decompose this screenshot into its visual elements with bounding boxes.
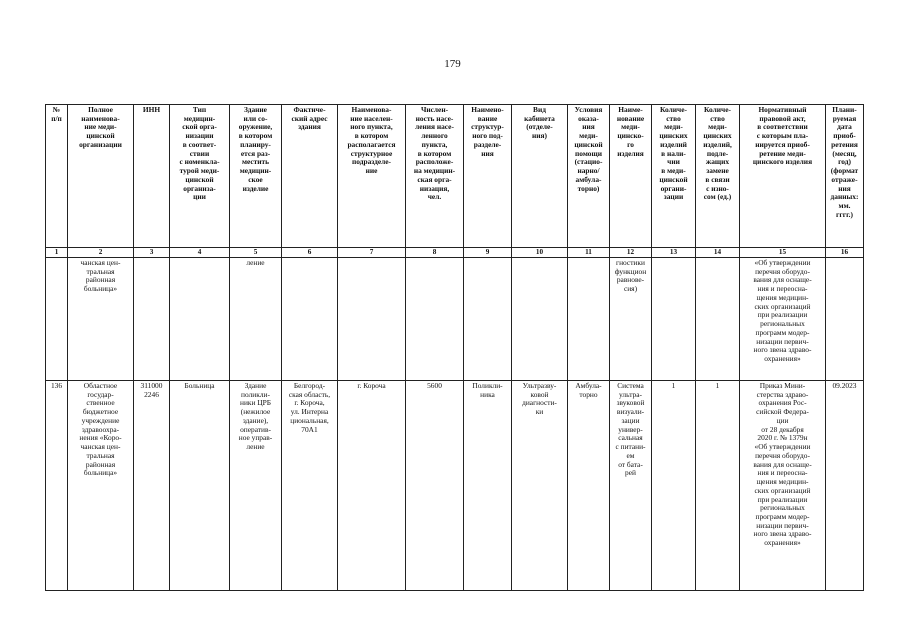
table-cell: 311000 2246 — [134, 381, 170, 591]
column-header: Количе- ство меди- цинских изделий, подле- жащих замене в связи с изно- сом (ед.) — [696, 105, 740, 248]
table-cell: Амбула- торно — [568, 381, 610, 591]
column-header: Тип медицин- ской орга- низации в соответ- ствии с номенкла- турой меди- цинской организа- ции — [170, 105, 230, 248]
table-cell: 1 — [696, 381, 740, 591]
table-cell — [652, 258, 696, 381]
column-header: № п/п — [46, 105, 68, 248]
column-header: ИНН — [134, 105, 170, 248]
column-number: 6 — [282, 248, 338, 258]
table-cell: Больница — [170, 381, 230, 591]
column-header: Вид кабинета (отделе- ния) — [512, 105, 568, 248]
column-number: 16 — [826, 248, 864, 258]
table-row — [46, 258, 864, 381]
table-cell — [464, 258, 512, 381]
column-header: Здание или со- оружение, в котором планиру- ется раз- местить медицин- ское изделие — [230, 105, 282, 248]
table-cell: 1 — [652, 381, 696, 591]
column-number: 7 — [338, 248, 406, 258]
table-cell: Областное государ- ственное бюджетное учреждение здравоохра- нения «Коро- чанская цен- тральная районная больница» — [68, 381, 134, 591]
column-header: Количе- ство меди- цинских изделий в нали- чии в меди- цинской органи- зации — [652, 105, 696, 248]
column-header: Наименова- ние населен- ного пункта, в котором располагается структурное подразделе- ние — [338, 105, 406, 248]
table-cell — [134, 258, 170, 381]
column-number: 12 — [610, 248, 652, 258]
table-cell — [826, 258, 864, 381]
table-cell: Система ультра- звуковой визуали- зации универ- сальная с питани- ем от бата- рей — [610, 381, 652, 591]
column-number-row — [46, 248, 864, 258]
table-cell: Поликли- ника — [464, 381, 512, 591]
table-cell: Здание поликли- ники ЦРБ (нежилое здание), оператив- ное управ- ление — [230, 381, 282, 591]
table-cell — [282, 258, 338, 381]
column-header: Наимено- вание структур- ного под- разделе- ния — [464, 105, 512, 248]
column-number: 3 — [134, 248, 170, 258]
equipment-table — [45, 104, 864, 591]
column-number: 1 — [46, 248, 68, 258]
table-cell: г. Короча — [338, 381, 406, 591]
table-cell: 5600 — [406, 381, 464, 591]
header-row — [46, 105, 864, 248]
column-number: 2 — [68, 248, 134, 258]
column-header: Числен- ность насе- ления насе- ленного пункта, в котором расположе- на медицин- ская орга- низация, чел. — [406, 105, 464, 248]
column-number: 5 — [230, 248, 282, 258]
column-number: 11 — [568, 248, 610, 258]
table-cell — [46, 258, 68, 381]
column-number: 10 — [512, 248, 568, 258]
column-number: 9 — [464, 248, 512, 258]
table-cell: ление — [230, 258, 282, 381]
table-cell — [338, 258, 406, 381]
column-header: Плани- руемая дата приоб- ретения (месяц, год) (формат отраже- ния данных: мм. гггг.) — [826, 105, 864, 248]
column-number: 4 — [170, 248, 230, 258]
page-number: 179 — [444, 58, 461, 70]
table-cell — [696, 258, 740, 381]
table-cell: 09.2023 — [826, 381, 864, 591]
table-cell: Приказ Мини- стерства здраво- охранения Рос- сийской Федера- ции от 28 декабря 2020 г. № 1379н «Об утверждении перечня оборудо- вания для оснаще- ния и переосна- щения медицин- ских организаций при реализации региональных программ модер- низации первич- ного звена здраво- охранения» — [740, 381, 826, 591]
table-cell: гностики функцион равнове- сия) — [610, 258, 652, 381]
table-cell — [512, 258, 568, 381]
table-cell: Белгород- ская область, г. Короча, ул. Интерна циональная, 70А1 — [282, 381, 338, 591]
table-cell: 136 — [46, 381, 68, 591]
column-number: 15 — [740, 248, 826, 258]
column-header: Фактиче- ский адрес здания — [282, 105, 338, 248]
table-cell: «Об утверждении перечня оборудо- вания для оснаще- ния и переосна- щения медицин- ских организаций при реализации региональных программ модер- низации первич- ного звена здраво- охранения» — [740, 258, 826, 381]
column-header: Нормативный правовой акт, в соответствии с которым пла- нируется приоб- ретение меди- цинского изделия — [740, 105, 826, 248]
column-header: Условия оказа- ния меди- цинской помощи (стацио- нарно/ амбула- торно) — [568, 105, 610, 248]
column-header: Полное наименова- ние меди- цинской организации — [68, 105, 134, 248]
column-number: 13 — [652, 248, 696, 258]
table-cell: Ультразву- ковой диагности- ки — [512, 381, 568, 591]
column-header: Наиме- нование меди- цинско- го изделия — [610, 105, 652, 248]
table-row — [46, 381, 864, 591]
table-cell — [406, 258, 464, 381]
table-cell — [568, 258, 610, 381]
table-cell — [170, 258, 230, 381]
column-number: 8 — [406, 248, 464, 258]
column-number: 14 — [696, 248, 740, 258]
table-cell: чанская цен- тральная районная больница» — [68, 258, 134, 381]
